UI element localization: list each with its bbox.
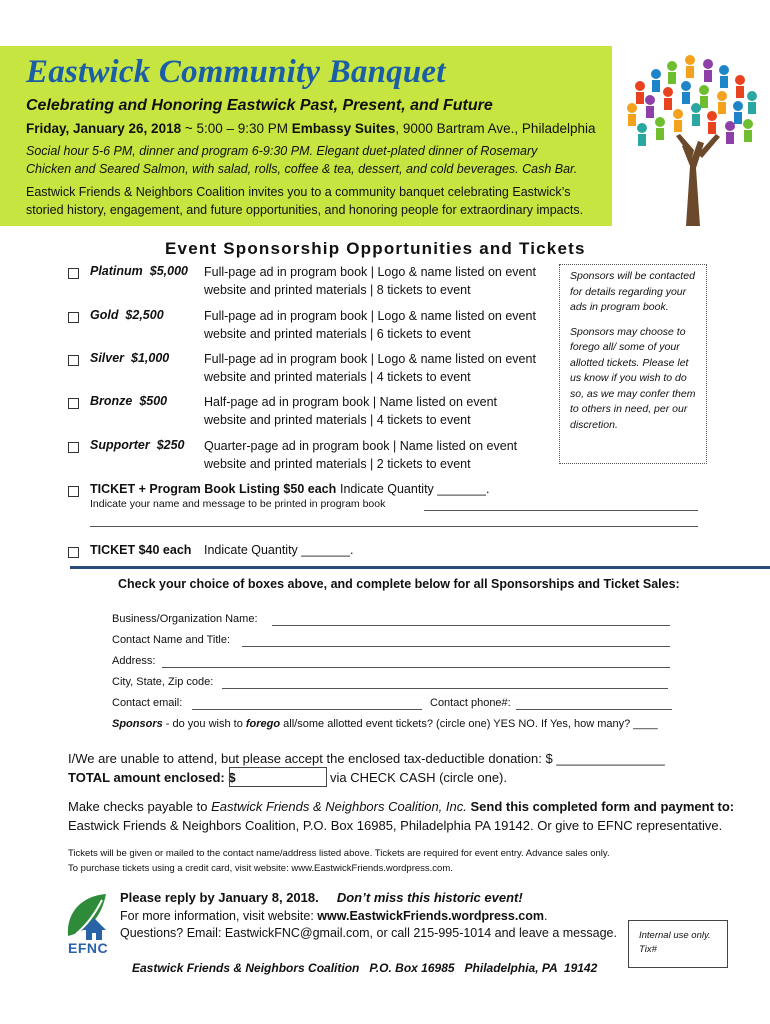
- payment-address: Eastwick Friends & Neighbors Coalition, P.O. Box 16985, Philadelphia PA 19142. Or give to EFNC representative.: [68, 818, 723, 833]
- efnc-logo-text: EFNC: [68, 940, 109, 956]
- ticket-checkbox[interactable]: [68, 547, 79, 558]
- invitation-text: Eastwick Friends & Neighbors Coalition invites you to a community banquet celebrating Eastwick’s storied history, engagement, and future opportunities, and honoring people for extraordinary impacts.: [26, 185, 584, 217]
- level-name: Platinum $5,000: [90, 264, 188, 278]
- bronze-checkbox[interactable]: [68, 398, 79, 409]
- page-subtitle: Celebrating and Honoring Eastwick Past, Present, and Future: [26, 97, 493, 114]
- contact-label: Contact Name and Title:: [112, 634, 231, 646]
- program-message-line-1[interactable]: [424, 510, 698, 511]
- event-dateline: [26, 121, 596, 136]
- section-title: Event Sponsorship Opportunities and Tickets: [165, 239, 586, 258]
- payment-method: via CHECK CASH (circle one).: [330, 770, 507, 785]
- program-message-line-2[interactable]: [90, 526, 698, 527]
- email-field[interactable]: [192, 709, 422, 710]
- sponsor-note-2: Sponsors may choose to forego all/ some of your allotted tickets. Please let us know if you wish to do so, as we may confer them to others in need, per our discretion.: [570, 325, 696, 431]
- phone-field[interactable]: [516, 709, 672, 710]
- efnc-logo: [62, 890, 120, 958]
- tix-label: Tix#: [639, 944, 657, 955]
- form-instruction: Check your choice of boxes above, and complete below for all Sponsorships and Ticket Sales:: [118, 577, 680, 591]
- sponsor-note-box: [559, 264, 707, 464]
- phone-label: Contact phone#:: [430, 697, 511, 709]
- level-name: Silver $1,000: [90, 351, 170, 365]
- total-label: TOTAL amount enclosed: $: [68, 770, 236, 785]
- ticket-quantity[interactable]: Indicate Quantity _______.: [204, 543, 354, 557]
- sponsors-question: Sponsors - do you wish to forego all/some allotted event tickets? (circle one) YES NO. If Yes, how many? ____: [112, 718, 658, 730]
- email-label: Contact email:: [112, 697, 183, 709]
- ticket-book-checkbox[interactable]: [68, 486, 79, 497]
- city-label: City, State, Zip code:: [112, 676, 214, 688]
- address-label: Address:: [112, 655, 156, 667]
- event-time: ~ 5:00 – 9:30 PM: [181, 121, 292, 136]
- level-name: Bronze $500: [90, 394, 168, 408]
- event-venue: Embassy Suites: [291, 121, 396, 136]
- level-name: Gold $2,500: [90, 308, 164, 322]
- tree-illustration: [612, 46, 770, 226]
- business-label: Business/Organization Name:: [112, 613, 258, 625]
- section-divider: [70, 566, 770, 569]
- gold-checkbox[interactable]: [68, 312, 79, 323]
- ticket-note-1: Tickets will be given or mailed to the contact name/address listed above. Tickets are required for event entry. Advance sales only.: [68, 848, 610, 859]
- page-title: Eastwick Community Banquet: [26, 54, 446, 90]
- payment-instruction: Make checks payable to Eastwick Friends & Neighbors Coalition, Inc. Send this completed form and payment to:: [68, 799, 735, 814]
- supporter-checkbox[interactable]: [68, 442, 79, 453]
- internal-use-box: [628, 920, 728, 968]
- website-link[interactable]: www.EastwickFriends.wordpress.com: [317, 909, 544, 923]
- level-description: Full-page ad in program book | Logo & name listed on event website and printed materials | 4 tickets to event: [204, 352, 536, 384]
- ticket-note-2: To purchase tickets using a credit card, visit website: www.EastwickFriends.wordpress.com.: [68, 863, 453, 874]
- business-field[interactable]: [272, 625, 670, 626]
- info-line: For more information, visit website: www.EastwickFriends.wordpress.com.: [120, 909, 548, 923]
- reply-line: Please reply by January 8, 2018. Don’t miss this historic event!: [120, 890, 523, 905]
- level-description: Full-page ad in program book | Logo & name listed on event website and printed materials | 6 tickets to event: [204, 309, 536, 341]
- event-date: Friday, January 26, 2018: [26, 121, 182, 136]
- ticket-label: TICKET $40 each: [90, 543, 192, 557]
- level-description: Half-page ad in program book | Name listed on event website and printed materials | 4 tickets to event: [204, 395, 497, 427]
- donation-line: I/We are unable to attend, but please accept the enclosed tax-deductible donation: $ _______________: [68, 751, 665, 766]
- questions-line: Questions? Email: EastwickFNC@gmail.com, or call 215-995-1014 and leave a message.: [120, 926, 617, 940]
- internal-use-label: Internal use only.: [639, 930, 711, 941]
- level-name: Supporter $250: [90, 438, 185, 452]
- silver-checkbox[interactable]: [68, 355, 79, 366]
- ticket-book-quantity[interactable]: Indicate Quantity _______.: [340, 482, 490, 496]
- address-field[interactable]: [162, 667, 670, 668]
- city-field[interactable]: [222, 688, 668, 689]
- house-leaf-icon: [62, 890, 120, 942]
- total-amount-field[interactable]: [229, 767, 327, 787]
- level-description: Full-page ad in program book | Logo & name listed on event website and printed materials | 8 tickets to event: [204, 265, 536, 297]
- platinum-checkbox[interactable]: [68, 268, 79, 279]
- event-details: Social hour 5-6 PM, dinner and program 6-9:30 PM. Elegant duet-plated dinner of Rosemary Chicken and Seared Salmon, with salad, rolls, coffee & tea, dessert, and cold beverages. Cash Bar.: [26, 144, 578, 176]
- sponsor-note-1: Sponsors will be contacted for details regarding your ads in program book.: [570, 270, 695, 313]
- program-message-label: Indicate your name and message to be printed in program book: [90, 498, 386, 510]
- event-address: , 9000 Bartram Ave., Philadelphia: [395, 121, 596, 136]
- contact-field[interactable]: [242, 646, 670, 647]
- level-description: Quarter-page ad in program book | Name listed on event website and printed materials | 2 tickets to event: [204, 439, 518, 471]
- org-address-footer: Eastwick Friends & Neighbors Coalition P.O. Box 16985 Philadelphia, PA 19142: [132, 961, 598, 975]
- ticket-book-label: TICKET + Program Book Listing $50 each: [90, 482, 337, 496]
